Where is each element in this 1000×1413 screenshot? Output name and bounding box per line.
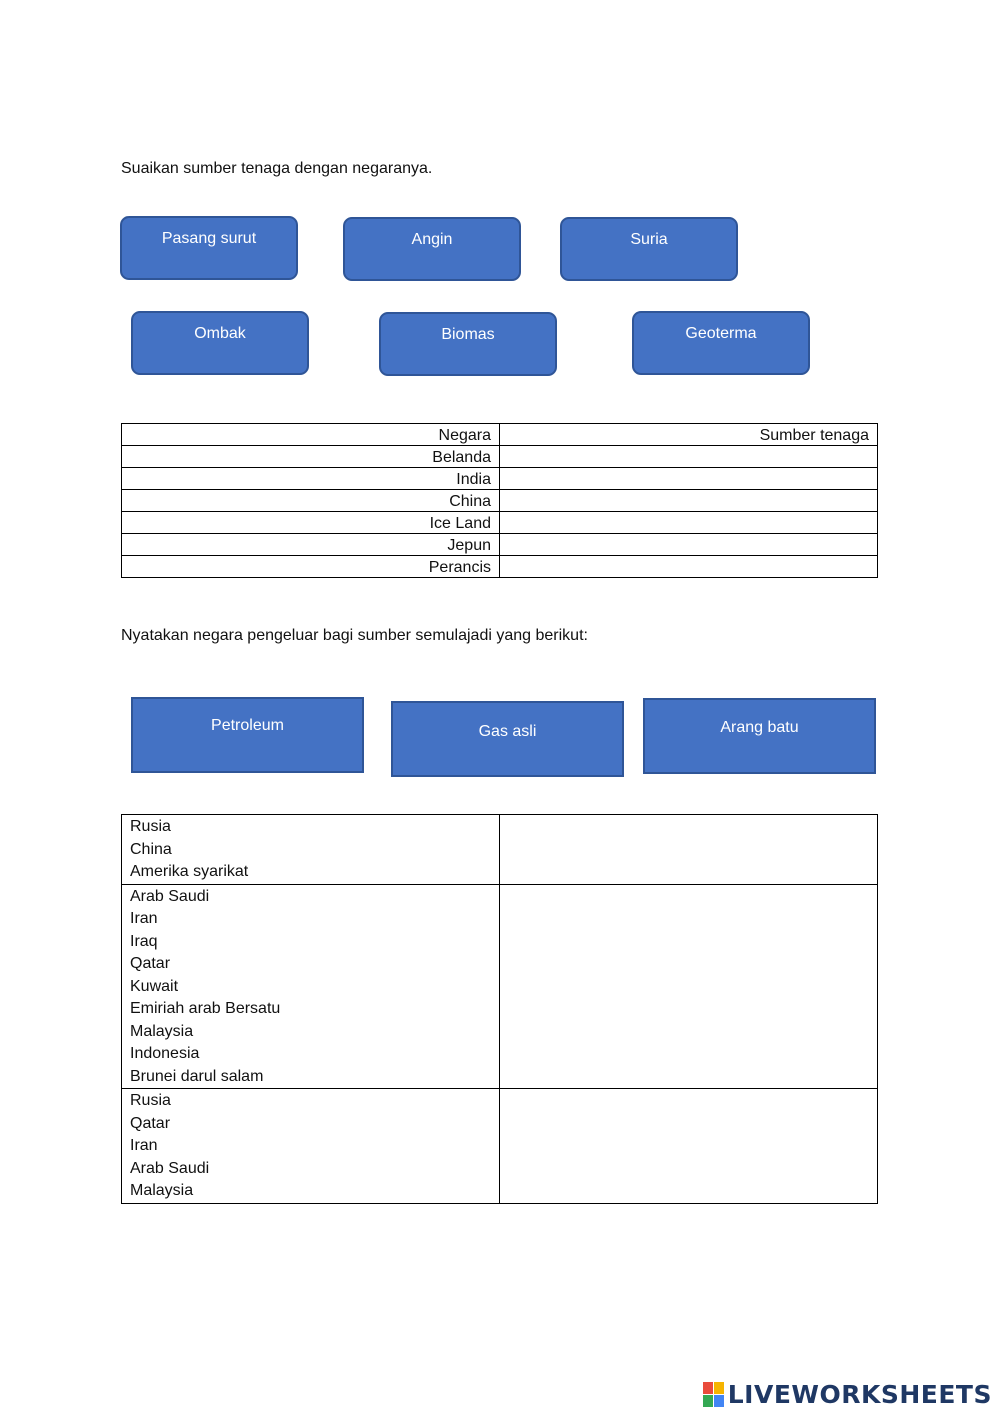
- header-sumber-tenaga: Sumber tenaga: [500, 424, 878, 446]
- drop-target-cell[interactable]: [500, 446, 878, 468]
- country-name: Emiriah arab Bersatu: [130, 1000, 281, 1017]
- country-name: Qatar: [130, 955, 171, 972]
- liveworksheets-logo: [703, 1381, 992, 1407]
- chip-ombak[interactable]: Ombak: [131, 311, 309, 375]
- table-row: [122, 512, 878, 534]
- table-row: [122, 556, 878, 578]
- country-name: Kuwait: [130, 977, 179, 995]
- drop-target-cell[interactable]: [500, 815, 878, 885]
- country-name: Amerika syarikat: [130, 863, 249, 880]
- country-name: Malaysia: [130, 1182, 194, 1199]
- country-name: Brunei darul salam: [130, 1067, 264, 1085]
- liveworksheets-logo-icon: [703, 1382, 724, 1407]
- chip-pasang-surut[interactable]: Pasang surut: [120, 216, 298, 280]
- header-negara: Negara: [122, 424, 500, 446]
- country-list-cell: [122, 1089, 500, 1204]
- table-row: [122, 1089, 878, 1204]
- country-name: Iran: [130, 910, 158, 927]
- country-name: Iraq: [130, 932, 158, 950]
- country-name: Indonesia: [130, 1045, 200, 1062]
- table-row: [122, 815, 878, 885]
- resource-producer-table: [121, 814, 878, 1204]
- chip-arang-batu[interactable]: Arang batu: [643, 698, 876, 774]
- country-name: Qatar: [130, 1114, 171, 1132]
- chip-angin[interactable]: Angin: [343, 217, 521, 281]
- table-row: [122, 884, 878, 1089]
- country-name: China: [130, 840, 172, 858]
- drop-target-cell[interactable]: [500, 468, 878, 490]
- country-name: Rusia: [130, 818, 171, 835]
- chip-geoterma[interactable]: Geoterma: [632, 311, 810, 375]
- table-row: [122, 446, 878, 468]
- drop-target-cell[interactable]: [500, 884, 878, 1089]
- drop-target-cell[interactable]: [500, 1089, 878, 1204]
- country-name: Malaysia: [130, 1022, 194, 1040]
- instruction-match-energy: Suaikan sumber tenaga dengan negaranya.: [121, 160, 433, 177]
- chip-gas-asli[interactable]: Gas asli: [391, 701, 624, 777]
- chip-petroleum[interactable]: Petroleum: [131, 697, 364, 773]
- liveworksheets-logo-text: LIVEWORKSHEETS: [727, 1379, 992, 1409]
- country-cell: Ice Land: [122, 512, 500, 534]
- country-cell: Belanda: [122, 446, 500, 468]
- country-list-cell: [122, 884, 500, 1089]
- country-cell: China: [122, 490, 500, 512]
- chip-suria[interactable]: Suria: [560, 217, 738, 281]
- table-row: [122, 490, 878, 512]
- country-list-cell: [122, 815, 500, 885]
- chip-biomas[interactable]: Biomas: [379, 312, 557, 376]
- country-name: Arab Saudi: [130, 887, 210, 905]
- country-cell: India: [122, 468, 500, 490]
- country-name: Rusia: [130, 1092, 171, 1109]
- table-row: [122, 468, 878, 490]
- country-cell: Perancis: [122, 556, 500, 578]
- country-cell: Jepun: [122, 534, 500, 556]
- table-header-row: [122, 424, 878, 446]
- energy-match-table: [121, 423, 878, 578]
- instruction-producer-countries: Nyatakan negara pengeluar bagi sumber semulajadi yang berikut:: [121, 627, 588, 644]
- drop-target-cell[interactable]: [500, 534, 878, 556]
- drop-target-cell[interactable]: [500, 512, 878, 534]
- country-name: Iran: [130, 1137, 158, 1154]
- drop-target-cell[interactable]: [500, 490, 878, 512]
- country-name: Arab Saudi: [130, 1159, 210, 1177]
- table-row: [122, 534, 878, 556]
- drop-target-cell[interactable]: [500, 556, 878, 578]
